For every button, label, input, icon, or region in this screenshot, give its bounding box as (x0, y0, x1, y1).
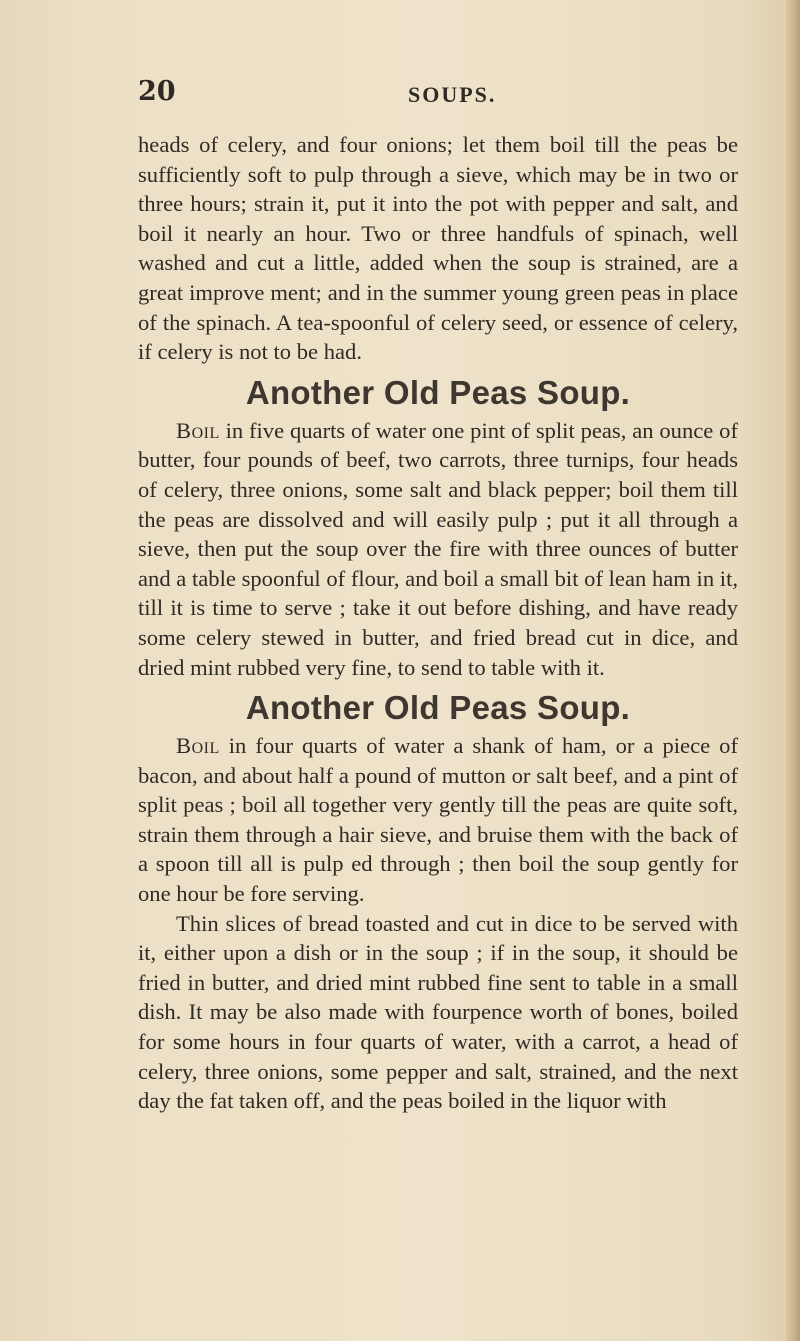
recipe-lead-word-2: Boil (176, 733, 220, 759)
page-text (138, 130, 738, 1116)
recipe-text-1: in five quarts of water one pint of split peas, an ounce of butter, four pounds of beef, two carrots, three turnips, four heads of celery, three onions, some salt and black pepper; boil them till the peas are dissolved and will easily pulp ; put it all through a sieve, then put the soup over the fire with three ounces of butter and a table spoonful of flour, and boil a small bit of lean ham in it, till it is time to serve ; take it out before dishing, and have ready some celery stewed in butter, and fried bread cut in dice, and dried mint rubbed very fine, to send to table with it. (138, 417, 738, 680)
running-title: SOUPS. (408, 82, 497, 107)
running-head (138, 76, 698, 116)
continuation-paragraph: heads of celery, and four onions; let them boil till the peas be sufficiently soft to pulp through a sieve, which may be in two or three hours; strain it, put it into the pot with pepper and salt, and boil it nearly an hour. Two or three handfuls of spinach, well washed and cut a little, added when the soup is strained, are a great improve ment; and in the summer young green peas in place of the spinach. A tea-spoonful of celery seed, or essence of celery, if celery is not to be had. (138, 132, 738, 365)
recipe-heading-2: Another Old Peas Soup. (245, 689, 631, 727)
page-number: 20 (138, 76, 176, 107)
recipe-paragraph-1 (138, 416, 738, 682)
page-edge (786, 0, 800, 1341)
recipe-note-paragraph: Thin slices of bread toasted and cut in dice to be served with it, either upon a dish or in the soup ; if in the soup, it should be fried in butter, and dried mint rubbed fine sent to table in a small dish. It may be also made with fourpence worth of bones, boiled for some hours in four quarts of water, with a carrot, a head of celery, three onions, some pepper and salt, strained, and the next day the fat taken off, and the peas boiled in the liquor with (138, 910, 738, 1114)
recipe-heading-1: Another Old Peas Soup. (245, 373, 631, 411)
recipe-lead-word-1: Boil (176, 417, 220, 443)
recipe-paragraph-2 (138, 731, 738, 909)
recipe-text-2: in four quarts of water a shank of ham, or a piece of bacon, and about half a pound of mutton or salt beef, and a pint of split peas ; boil all together very gently till the peas are quite soft, strain them through a hair sieve, and bruise them with the back of a spoon till all is pulp ed through ; then boil the soup gently for one hour be fore serving. (138, 733, 738, 907)
